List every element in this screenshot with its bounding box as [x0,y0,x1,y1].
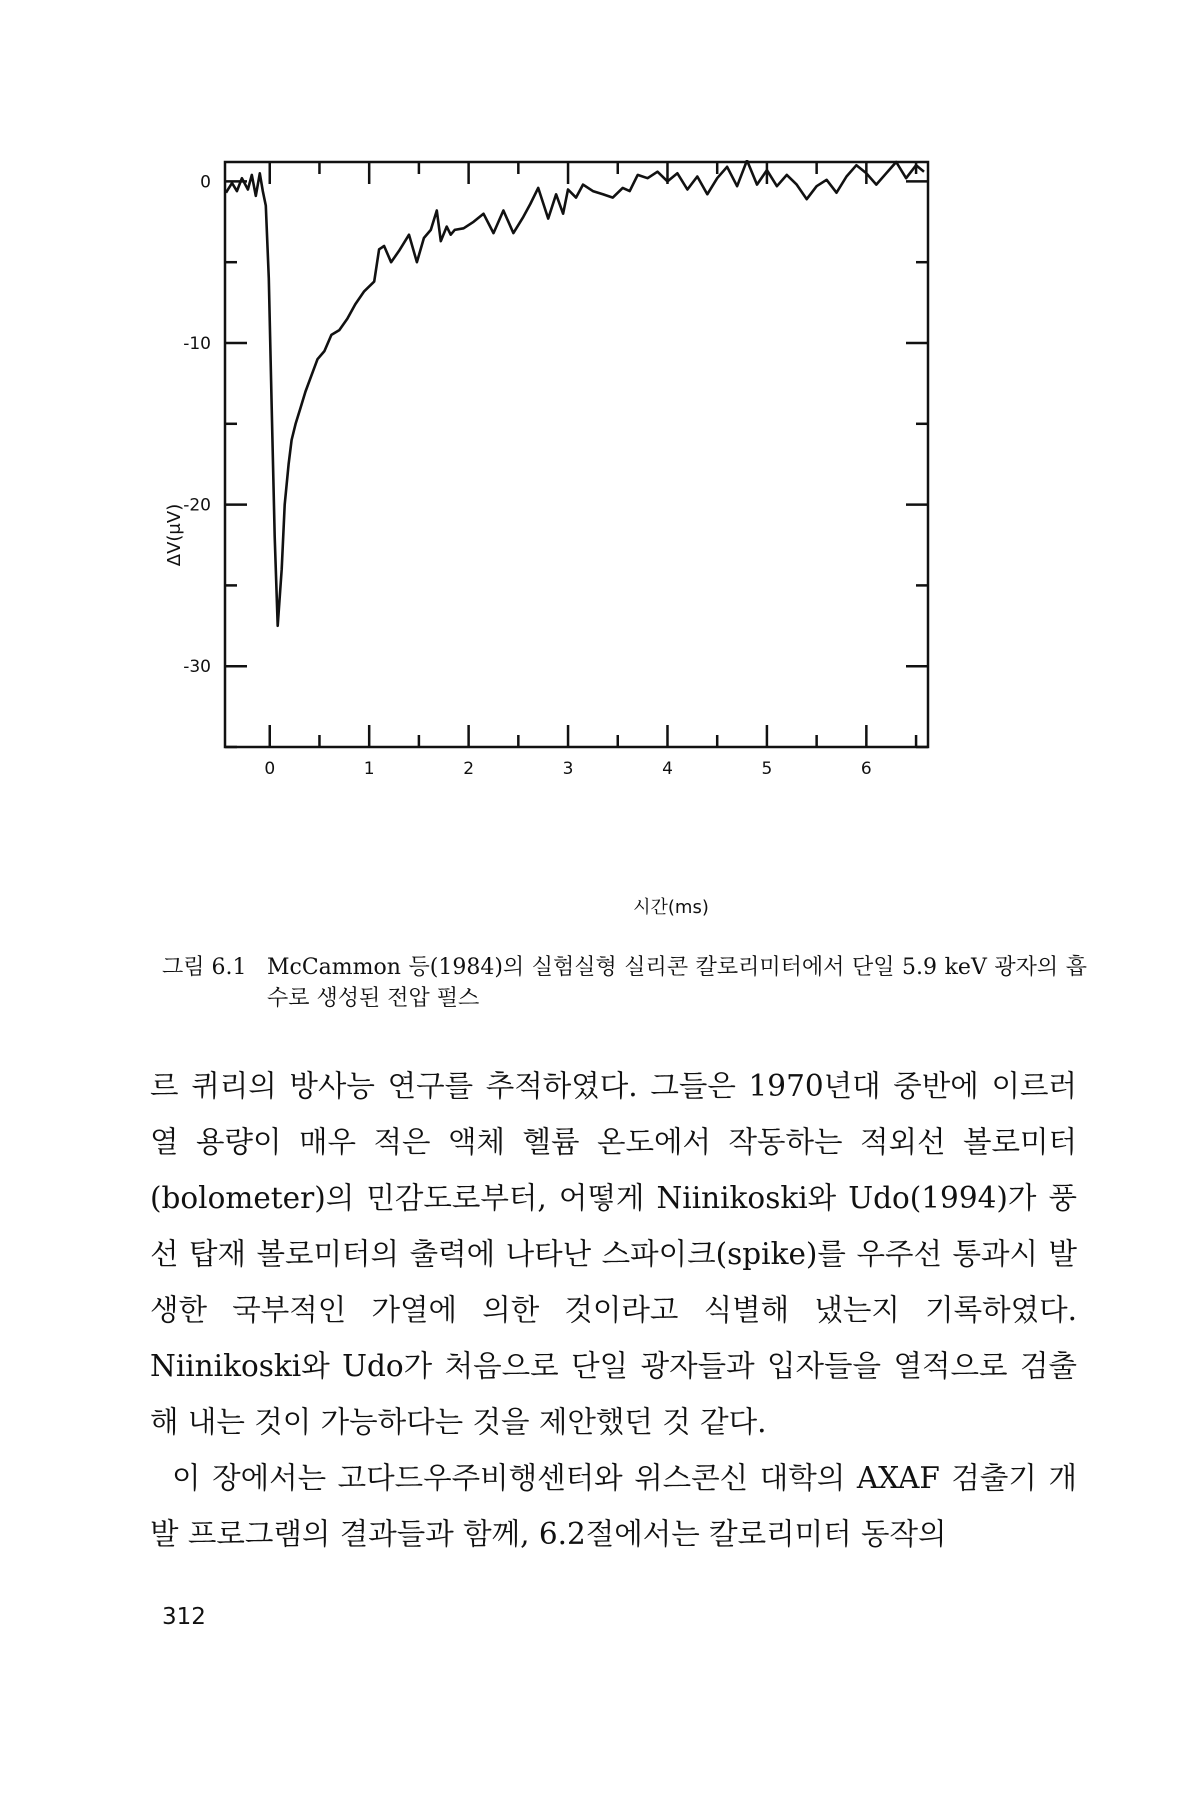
body-text [150,1058,1077,1562]
y-tick-label: -30 [183,657,211,678]
voltage-pulse-chart [120,160,1080,920]
x-tick-label: 2 [463,759,475,779]
x-axis-label: 시간(ms) [633,897,709,918]
chart-axes [225,162,928,747]
y-tick-label: 0 [200,172,211,193]
paragraph-1: 르 퀴리의 방사능 연구를 추적하였다. 그들은 1970년대 중반에 이르러 열 용량이 매우 적은 액체 헬륨 온도에서 작동하는 적외선 볼로미터(bolometer)의 민감도로부터, 어떻게 Niinikoski와 Udo(1994)가 풍선 탑재 볼로미터의 출력에 나타난 스파이크(spike)를 우주선 통과시 발생한 국부적인 가열에 의한 것이라고 식별해 냈는지 기록하였다. Niinikoski와 Udo가 처음으로 단일 광자들과 입자들을 열적으로 검출해 내는 것이 가능하다는 것을 제안했던 것 같다. [150,1069,1077,1439]
chart-ticks [225,162,928,747]
voltage-pulse-line [226,160,924,625]
chart-series [226,160,924,625]
x-tick-label: 3 [562,759,574,779]
x-tick-label: 5 [761,759,773,779]
figure-number: 그림 6.1 [162,955,247,980]
x-tick-label: 4 [662,759,673,779]
y-axis-label: ΔV(μV) [164,503,185,567]
figure-caption [162,952,1087,1014]
plot-frame [225,162,928,747]
y-tick-label: -20 [183,495,211,516]
paragraph-2: 이 장에서는 고다드우주비행센터와 위스콘신 대학의 AXAF 검출기 개발 프로그램의 결과들과 함께, 6.2절에서는 칼로리미터 동작의 [150,1461,1077,1551]
x-tick-label: 1 [363,759,375,779]
y-tick-label: -10 [183,333,211,354]
x-tick-label: 6 [860,759,872,779]
x-tick-label: 0 [264,759,276,779]
page-number: 312 [162,1604,206,1630]
caption-text: McCammon 등(1984)의 실험실형 실리콘 칼로리미터에서 단일 5.9 keV 광자의 흡수로 생성된 전압 펄스 [267,955,1087,1011]
